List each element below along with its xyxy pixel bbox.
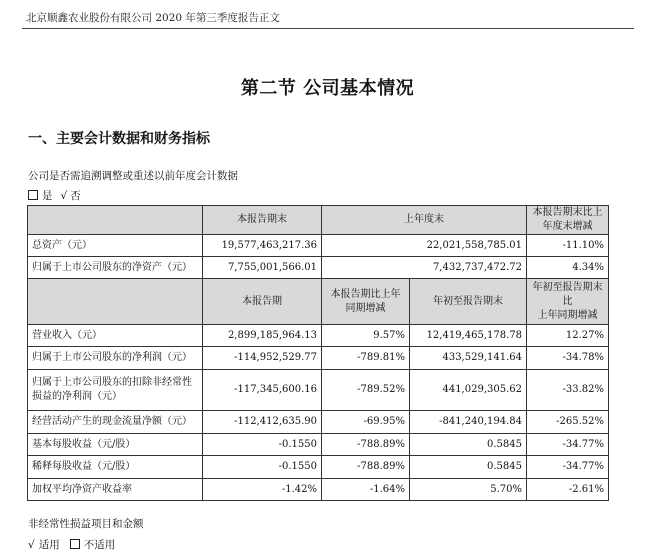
table-row — [28, 325, 609, 347]
table-cell: 19,577,463,217.36 — [203, 235, 322, 257]
table-cell: -34.78% — [527, 347, 609, 370]
table-row — [28, 411, 609, 434]
row-label: 加权平均净资产收益率 — [28, 479, 203, 501]
table-cell: -841,240,194.84 — [410, 411, 527, 434]
document-header: 北京顺鑫农业股份有限公司 2020 年第三季度报告正文 — [26, 12, 280, 24]
table-cell: -117,345,600.16 — [203, 370, 322, 411]
table-cell: -0.1550 — [203, 434, 322, 456]
table-cell: 5.70% — [410, 479, 527, 501]
table-row — [28, 370, 609, 411]
yes-checkbox-icon — [28, 190, 38, 200]
table-cell: -11.10% — [527, 235, 609, 257]
table1-header-cell: 本报告期末比上年度末增减 — [527, 206, 609, 235]
table1-header-cell: 本报告期末 — [203, 206, 322, 235]
restatement-options — [28, 188, 81, 203]
table1-header-row — [28, 206, 609, 235]
not-applicable-option-label: 不适用 — [83, 539, 116, 551]
table2-header-cell: 本报告期比上年 同期增减 — [322, 279, 410, 325]
table-row — [28, 479, 609, 501]
table-row — [28, 257, 609, 279]
table2-header-cell: 本报告期 — [203, 279, 322, 325]
row-label: 营业收入（元） — [28, 325, 203, 347]
table-cell: -788.89% — [322, 456, 410, 479]
subsection-title: 一、主要会计数据和财务指标 — [28, 131, 210, 147]
row-label: 基本每股收益（元/股） — [28, 434, 203, 456]
table-cell: 441,029,305.62 — [410, 370, 527, 411]
table2-header-cell: 年初至报告期末 — [410, 279, 527, 325]
table-cell: 12.27% — [527, 325, 609, 347]
table1-header-blank — [28, 206, 203, 235]
table2-header-cell: 年初至报告期末比 上年同期增减 — [527, 279, 609, 325]
table-cell: 4.34% — [527, 257, 609, 279]
table-cell: 7,432,737,472.72 — [322, 257, 527, 279]
table-cell: 12,419,465,178.78 — [410, 325, 527, 347]
yes-option-label: 是 — [42, 190, 53, 202]
table-cell: -112,412,635.90 — [203, 411, 322, 434]
row-label: 经营活动产生的现金流量净额（元） — [28, 411, 203, 434]
section-title: 第二节 公司基本情况 — [240, 78, 415, 99]
restatement-question: 公司是否需追溯调整或重述以前年度会计数据 — [28, 170, 238, 182]
table-row — [28, 347, 609, 370]
table-cell: -789.52% — [322, 370, 410, 411]
table2-header-row — [28, 279, 609, 325]
table-cell: -789.81% — [322, 347, 410, 370]
table-row — [28, 456, 609, 479]
applicability-options — [28, 537, 115, 552]
table-cell: 9.57% — [322, 325, 410, 347]
table-cell: 22,021,558,785.01 — [322, 235, 527, 257]
table-cell: 2,899,185,964.13 — [203, 325, 322, 347]
table-cell: -34.77% — [527, 456, 609, 479]
table-cell: 0.5845 — [410, 434, 527, 456]
table-cell: -34.77% — [527, 434, 609, 456]
financial-indicators-table — [27, 205, 609, 501]
row-label: 归属于上市公司股东的净资产（元） — [28, 257, 203, 279]
table-cell: 433,529,141.64 — [410, 347, 527, 370]
checkmark-icon: √ — [28, 539, 35, 551]
table-cell: -2.61% — [527, 479, 609, 501]
row-label: 总资产（元） — [28, 235, 203, 257]
table-cell: -33.82% — [527, 370, 609, 411]
table2-header-blank — [28, 279, 203, 325]
table-cell: -69.95% — [322, 411, 410, 434]
non-recurring-items-label: 非经常性损益项目和金额 — [28, 518, 144, 530]
table-cell: -1.64% — [322, 479, 410, 501]
table-cell: -114,952,529.77 — [203, 347, 322, 370]
not-applicable-checkbox-icon — [70, 539, 80, 549]
row-label: 归属于上市公司股东的净利润（元） — [28, 347, 203, 370]
table-cell: 0.5845 — [410, 456, 527, 479]
row-label: 稀释每股收益（元/股） — [28, 456, 203, 479]
header-rule — [22, 28, 634, 29]
applicable-option-label: 适用 — [38, 539, 60, 551]
table1-header-cell: 上年度末 — [322, 206, 527, 235]
table-cell: -788.89% — [322, 434, 410, 456]
no-option-label: 否 — [70, 190, 81, 202]
table-cell: -1.42% — [203, 479, 322, 501]
row-label: 归属于上市公司股东的扣除非经常性损益的净利润（元） — [28, 370, 203, 411]
table-cell: -265.52% — [527, 411, 609, 434]
table-row — [28, 235, 609, 257]
table-row — [28, 434, 609, 456]
checkmark-icon: √ — [60, 190, 68, 202]
table-cell: -0.1550 — [203, 456, 322, 479]
table-cell: 7,755,001,566.01 — [203, 257, 322, 279]
